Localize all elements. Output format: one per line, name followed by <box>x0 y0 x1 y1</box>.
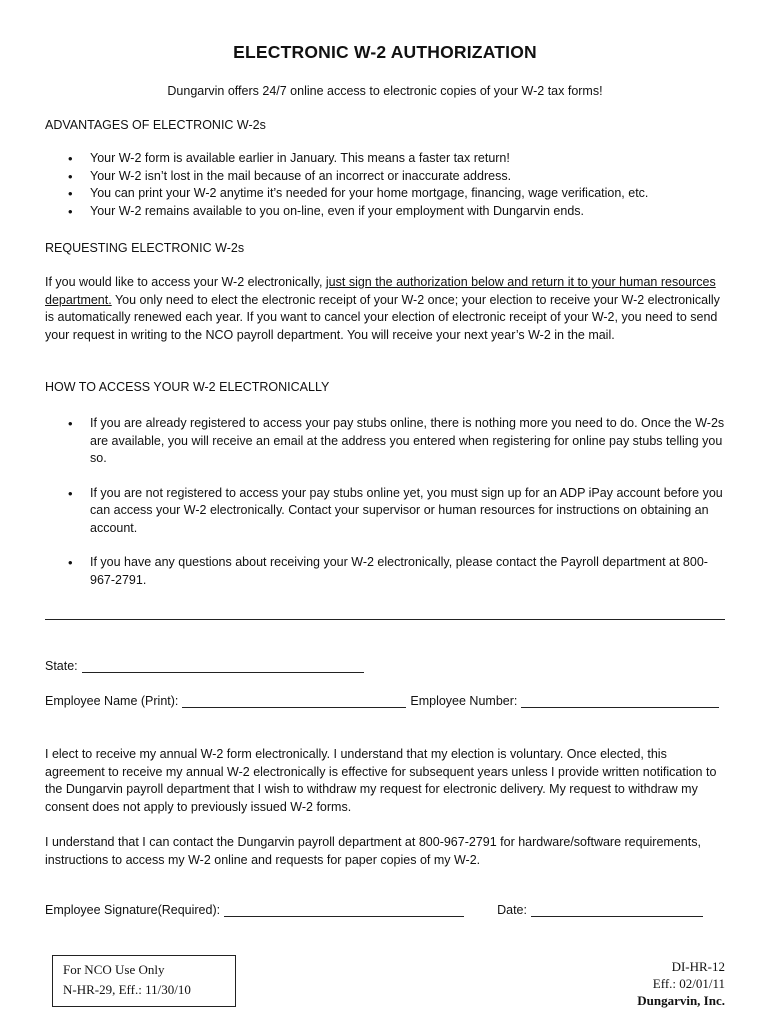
advantages-list <box>45 150 725 220</box>
employee-name-label: Employee Name (Print): <box>45 694 179 708</box>
form-code: DI-HR-12 <box>671 959 725 974</box>
date-field[interactable] <box>531 903 703 917</box>
signature-field[interactable] <box>224 903 464 917</box>
date-label: Date: <box>497 903 527 917</box>
bullet-icon: • <box>68 203 73 219</box>
list-item: • If you have any questions about receiving your W-2 electronically, please contact the Payroll department at 800-967-2791. <box>68 555 708 587</box>
election-paragraph: I elect to receive my annual W-2 form electronically. I understand that my election is voluntary. Once elected, this agreement to receive my annual W-2 electronically is effective for subsequent years unless I provide written notification to the Dungarvin payroll department that I wish to withdraw my request for electronic delivery. My request to withdraw my consent does not apply to previously issued W-2 forms. <box>45 747 717 814</box>
signature-label: Employee Signature(Required): <box>45 903 221 917</box>
list-item: • Your W-2 isn’t lost in the mail because of an incorrect or inaccurate address. <box>68 168 512 184</box>
bullet-icon: • <box>68 151 73 166</box>
bullet-icon: • <box>68 555 73 570</box>
contact-paragraph: I understand that I can contact the Dungarvin payroll department at 800-967-2791 for hardware/software requirements, instructions to access my W-2 online and requests for paper copies of my W-2. <box>45 835 701 867</box>
requesting-paragraph: If you would like to access your W-2 electronically, just sign the authorization below and return it to your human resources department. You only need to elect the electronic receipt of your W-2 once; your election to receive your W-2 electronically is automatically renewed each year. If you want to cancel your election of electronic receipt of your W-2, you need to send your request in writing to the NCO payroll department. You will receive your next year’s W-2 in the mail. <box>45 275 720 342</box>
employee-number-field[interactable] <box>521 694 719 708</box>
employee-name-field[interactable] <box>182 694 406 708</box>
form-effective-date: Eff.: 02/01/11 <box>652 976 725 991</box>
bullet-icon: • <box>68 168 73 184</box>
state-row <box>45 659 364 673</box>
signature-row <box>45 903 703 917</box>
advantages-heading: ADVANTAGES OF ELECTRONIC W-2s <box>45 118 266 132</box>
employee-row <box>45 694 719 708</box>
employee-number-label: Employee Number: <box>410 694 518 708</box>
nco-form-reference: N-HR-29, Eff.: 11/30/10 <box>63 982 191 997</box>
how-to-heading: HOW TO ACCESS YOUR W-2 ELECTRONICALLY <box>45 380 330 394</box>
state-field[interactable] <box>82 659 364 673</box>
nco-use-label: For NCO Use Only <box>63 962 165 977</box>
bullet-icon: • <box>68 416 73 431</box>
bullet-icon: • <box>68 186 73 201</box>
list-item: • If you are not registered to access your pay stubs online yet, you must sign up for an ADP iPay account before you can access your W-2 electronically. Contact your supervisor or human resources for instructions on obtaining an account. <box>68 485 723 535</box>
requesting-heading: REQUESTING ELECTRONIC W-2s <box>45 241 245 255</box>
nco-use-box <box>52 955 236 1007</box>
bullet-icon: • <box>68 485 73 501</box>
list-item: • If you are already registered to access your pay stubs online, there is nothing more you need to do. Once the W-2s are available, you will receive an email at the address you entered when registering for online pay stubs telling you so. <box>68 416 725 465</box>
section-divider <box>45 619 725 620</box>
form-identifier <box>637 958 725 1009</box>
underlined-instruction: just sign the authorization below and return it to your human resources department. <box>45 275 716 307</box>
list-item: • Your W-2 form is available earlier in January. This means a faster tax return! <box>68 151 510 166</box>
how-to-list <box>45 415 725 606</box>
document-title: ELECTRONIC W-2 AUTHORIZATION <box>233 42 537 62</box>
list-item: • You can print your W-2 anytime it’s needed for your home mortgage, financing, wage verification, etc. <box>68 186 649 201</box>
intro-text: Dungarvin offers 24/7 online access to electronic copies of your W-2 tax forms! <box>167 84 603 98</box>
list-item: • Your W-2 remains available to you on-line, even if your employment with Dungarvin ends. <box>68 203 585 219</box>
state-label: State: <box>45 659 78 673</box>
company-name: Dungarvin, Inc. <box>637 993 725 1008</box>
